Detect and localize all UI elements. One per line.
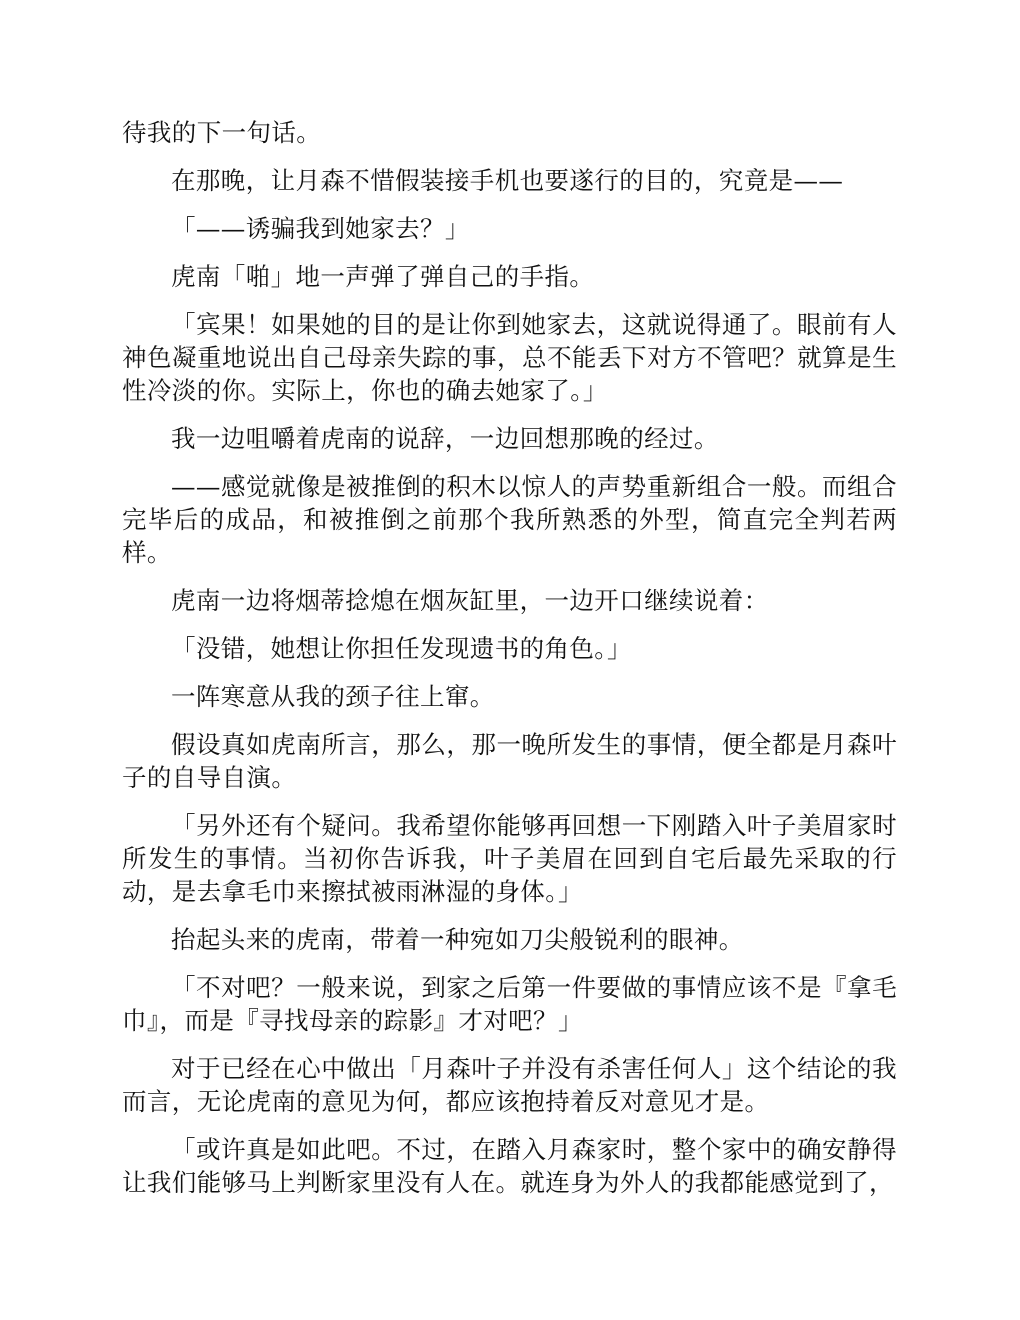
paragraph: ——感觉就像是被推倒的积木以惊人的声势重新组合一般。而组合完毕后的成品，和被推倒之前那个我所熟悉的外型，简直完全判若两样。 <box>122 472 897 567</box>
paragraph: 「宾果！如果她的目的是让你到她家去，这就说得通了。眼前有人神色凝重地说出自己母亲失踪的事，总不能丢下对方不管吧？就算是生性冷淡的你。实际上，你也的确去她家了。」 <box>122 310 897 405</box>
paragraph: 「或许真是如此吧。不过，在踏入月森家时，整个家中的确安静得让我们能够马上判断家里没有人在。就连身为外人的我都能感觉到了， <box>122 1135 897 1197</box>
paragraph: 待我的下一句话。 <box>122 118 322 147</box>
paragraph: 虎南「啪」地一声弹了弹自己的手指。 <box>171 262 595 291</box>
paragraph: 对于已经在心中做出「月森叶子并没有杀害任何人」这个结论的我而言，无论虎南的意见为何，都应该抱持着反对意见才是。 <box>122 1054 897 1116</box>
paragraph: 「另外还有个疑问。我希望你能够再回想一下刚踏入叶子美眉家时所发生的事情。当初你告诉我，叶子美眉在回到自宅后最先采取的行动，是去拿毛巾来擦拭被雨淋湿的身体。」 <box>122 811 897 906</box>
paragraph: 在那晚，让月森不惜假装接手机也要遂行的目的，究竟是—— <box>171 166 844 195</box>
paragraph: 一阵寒意从我的颈子往上窜。 <box>171 682 495 711</box>
paragraph: 假设真如虎南所言，那么，那一晚所发生的事情，便全都是月森叶子的自导自演。 <box>122 730 897 792</box>
paragraph: 「——诱骗我到她家去？」 <box>171 214 470 243</box>
document-page <box>122 116 897 1214</box>
paragraph: 「没错，她想让你担任发现遗书的角色。」 <box>171 634 632 663</box>
paragraph: 我一边咀嚼着虎南的说辞，一边回想那晚的经过。 <box>171 424 719 453</box>
paragraph: 虎南一边将烟蒂捻熄在烟灰缸里，一边开口继续说着： <box>171 586 769 615</box>
paragraph: 抬起头来的虎南，带着一种宛如刀尖般锐利的眼神。 <box>171 925 744 954</box>
paragraph: 「不对吧？一般来说，到家之后第一件要做的事情应该不是『拿毛巾』，而是『寻找母亲的踪影』才对吧？」 <box>122 973 897 1035</box>
